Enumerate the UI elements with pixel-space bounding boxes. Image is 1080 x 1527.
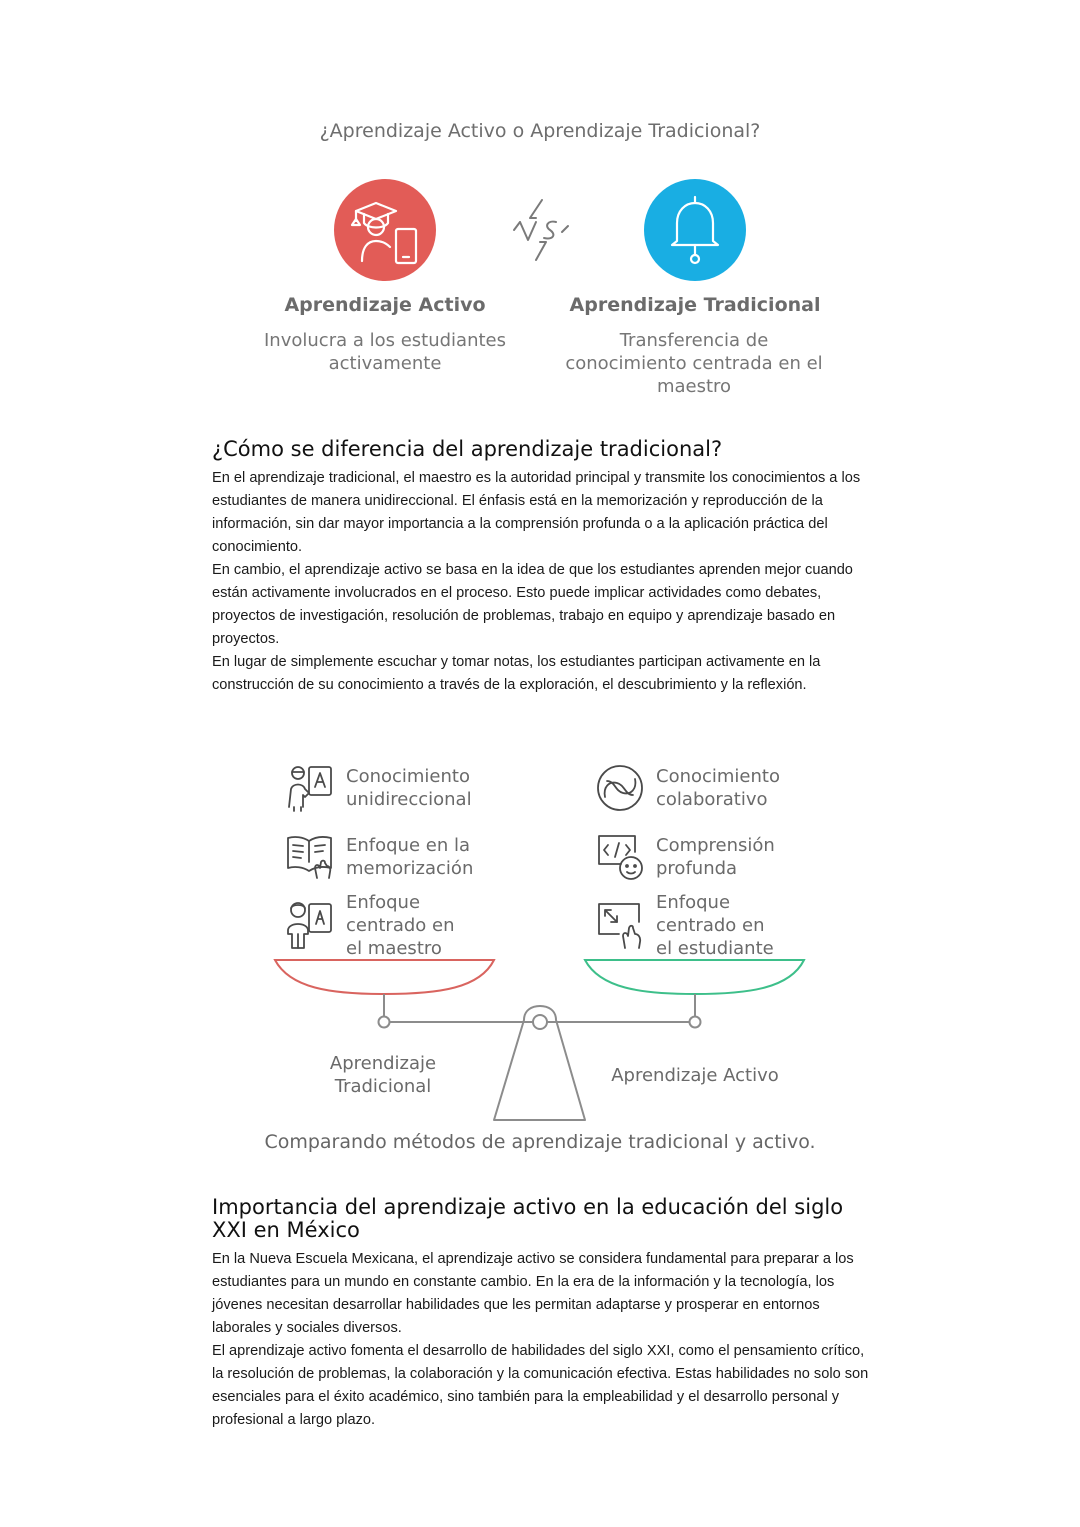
code-face-icon bbox=[595, 832, 645, 882]
teacher-board-icon bbox=[285, 763, 335, 813]
section1-paragraph-2: En cambio, el aprendizaje activo se basa en la idea de que los estudiantes aprenden mejor cuando están activamente involucrados en el proceso. Esto puede implicar actividades como debates, proyectos de investigación, resolución de problemas, trabajo en equipo y aprendizaje basado en proyectos. bbox=[212, 562, 853, 647]
left-item-label: Enfoque centrado en el maestro bbox=[346, 892, 455, 959]
expand-touch-icon bbox=[595, 900, 645, 950]
scale-caption: Comparando métodos de aprendizaje tradicional y activo. bbox=[264, 1131, 816, 1153]
active-learning-description: Involucra a los estudiantes activamente bbox=[264, 330, 506, 374]
left-scale-pan bbox=[275, 960, 494, 994]
right-item-label: Conocimiento colaborativo bbox=[656, 766, 780, 810]
open-book-hand-icon bbox=[285, 832, 335, 882]
section1-heading: ¿Cómo se diferencia del aprendizaje tradicional? bbox=[212, 437, 723, 461]
scale-right-label: Aprendizaje Activo bbox=[611, 1065, 779, 1086]
traditional-learning-title: Aprendizaje Tradicional bbox=[569, 294, 821, 316]
section2-paragraph-2: El aprendizaje activo fomenta el desarrollo de habilidades del siglo XXI, como el pensamiento crítico, la resolución de problemas, la colaboración y la comunicación efectiva. Estas habilidades no solo son esenciales para el éxito académico, sino también para la empleabilidad y el desarrollo personal y profesional a largo plazo. bbox=[212, 1343, 869, 1428]
left-item-label: Conocimiento unidireccional bbox=[346, 766, 472, 810]
infographic-title: ¿Aprendizaje Activo o Aprendizaje Tradicional? bbox=[319, 120, 761, 142]
teacher-letter-icon bbox=[285, 900, 335, 950]
section2-heading: Importancia del aprendizaje activo en la educación del siglo XXI en México bbox=[212, 1195, 844, 1242]
right-item-label: Enfoque centrado en el estudiante bbox=[656, 892, 774, 959]
scale-left-label: Aprendizaje Tradicional bbox=[329, 1053, 437, 1097]
swirl-icon bbox=[595, 763, 645, 813]
traditional-learning-description: Transferencia de conocimiento centrada en el maestro bbox=[565, 330, 823, 397]
left-item-label: Enfoque en la memorización bbox=[346, 835, 474, 879]
scale-pivot bbox=[533, 1015, 547, 1029]
section1-paragraph-1: En el aprendizaje tradicional, el maestro es la autoridad principal y transmite los conocimientos a los estudiantes de manera unidireccional. El énfasis está en la memorización y reproducción de la información, sin dar mayor importancia a la comprensión profunda o a la aplicación práctica del conocimiento. bbox=[212, 470, 861, 555]
section1-paragraph-3: En lugar de simplemente escuchar y tomar notas, los estudiantes participan activamente en la construcción de su conocimiento a través de la exploración, el descubrimiento y la reflexión. bbox=[212, 654, 821, 693]
section2-paragraph-1: En la Nueva Escuela Mexicana, el aprendizaje activo se considera fundamental para preparar a los estudiantes para un mundo en constante cambio. En la era de la información y la tecnología, los jóvenes necesitan desarrollar habilidades que les permitan adaptarse y prosperar en entornos laborales y sociales diversos. bbox=[212, 1251, 854, 1336]
right-item-label: Comprensión profunda bbox=[656, 835, 775, 879]
right-scale-pan bbox=[585, 960, 804, 994]
active-learning-title: Aprendizaje Activo bbox=[284, 294, 486, 316]
